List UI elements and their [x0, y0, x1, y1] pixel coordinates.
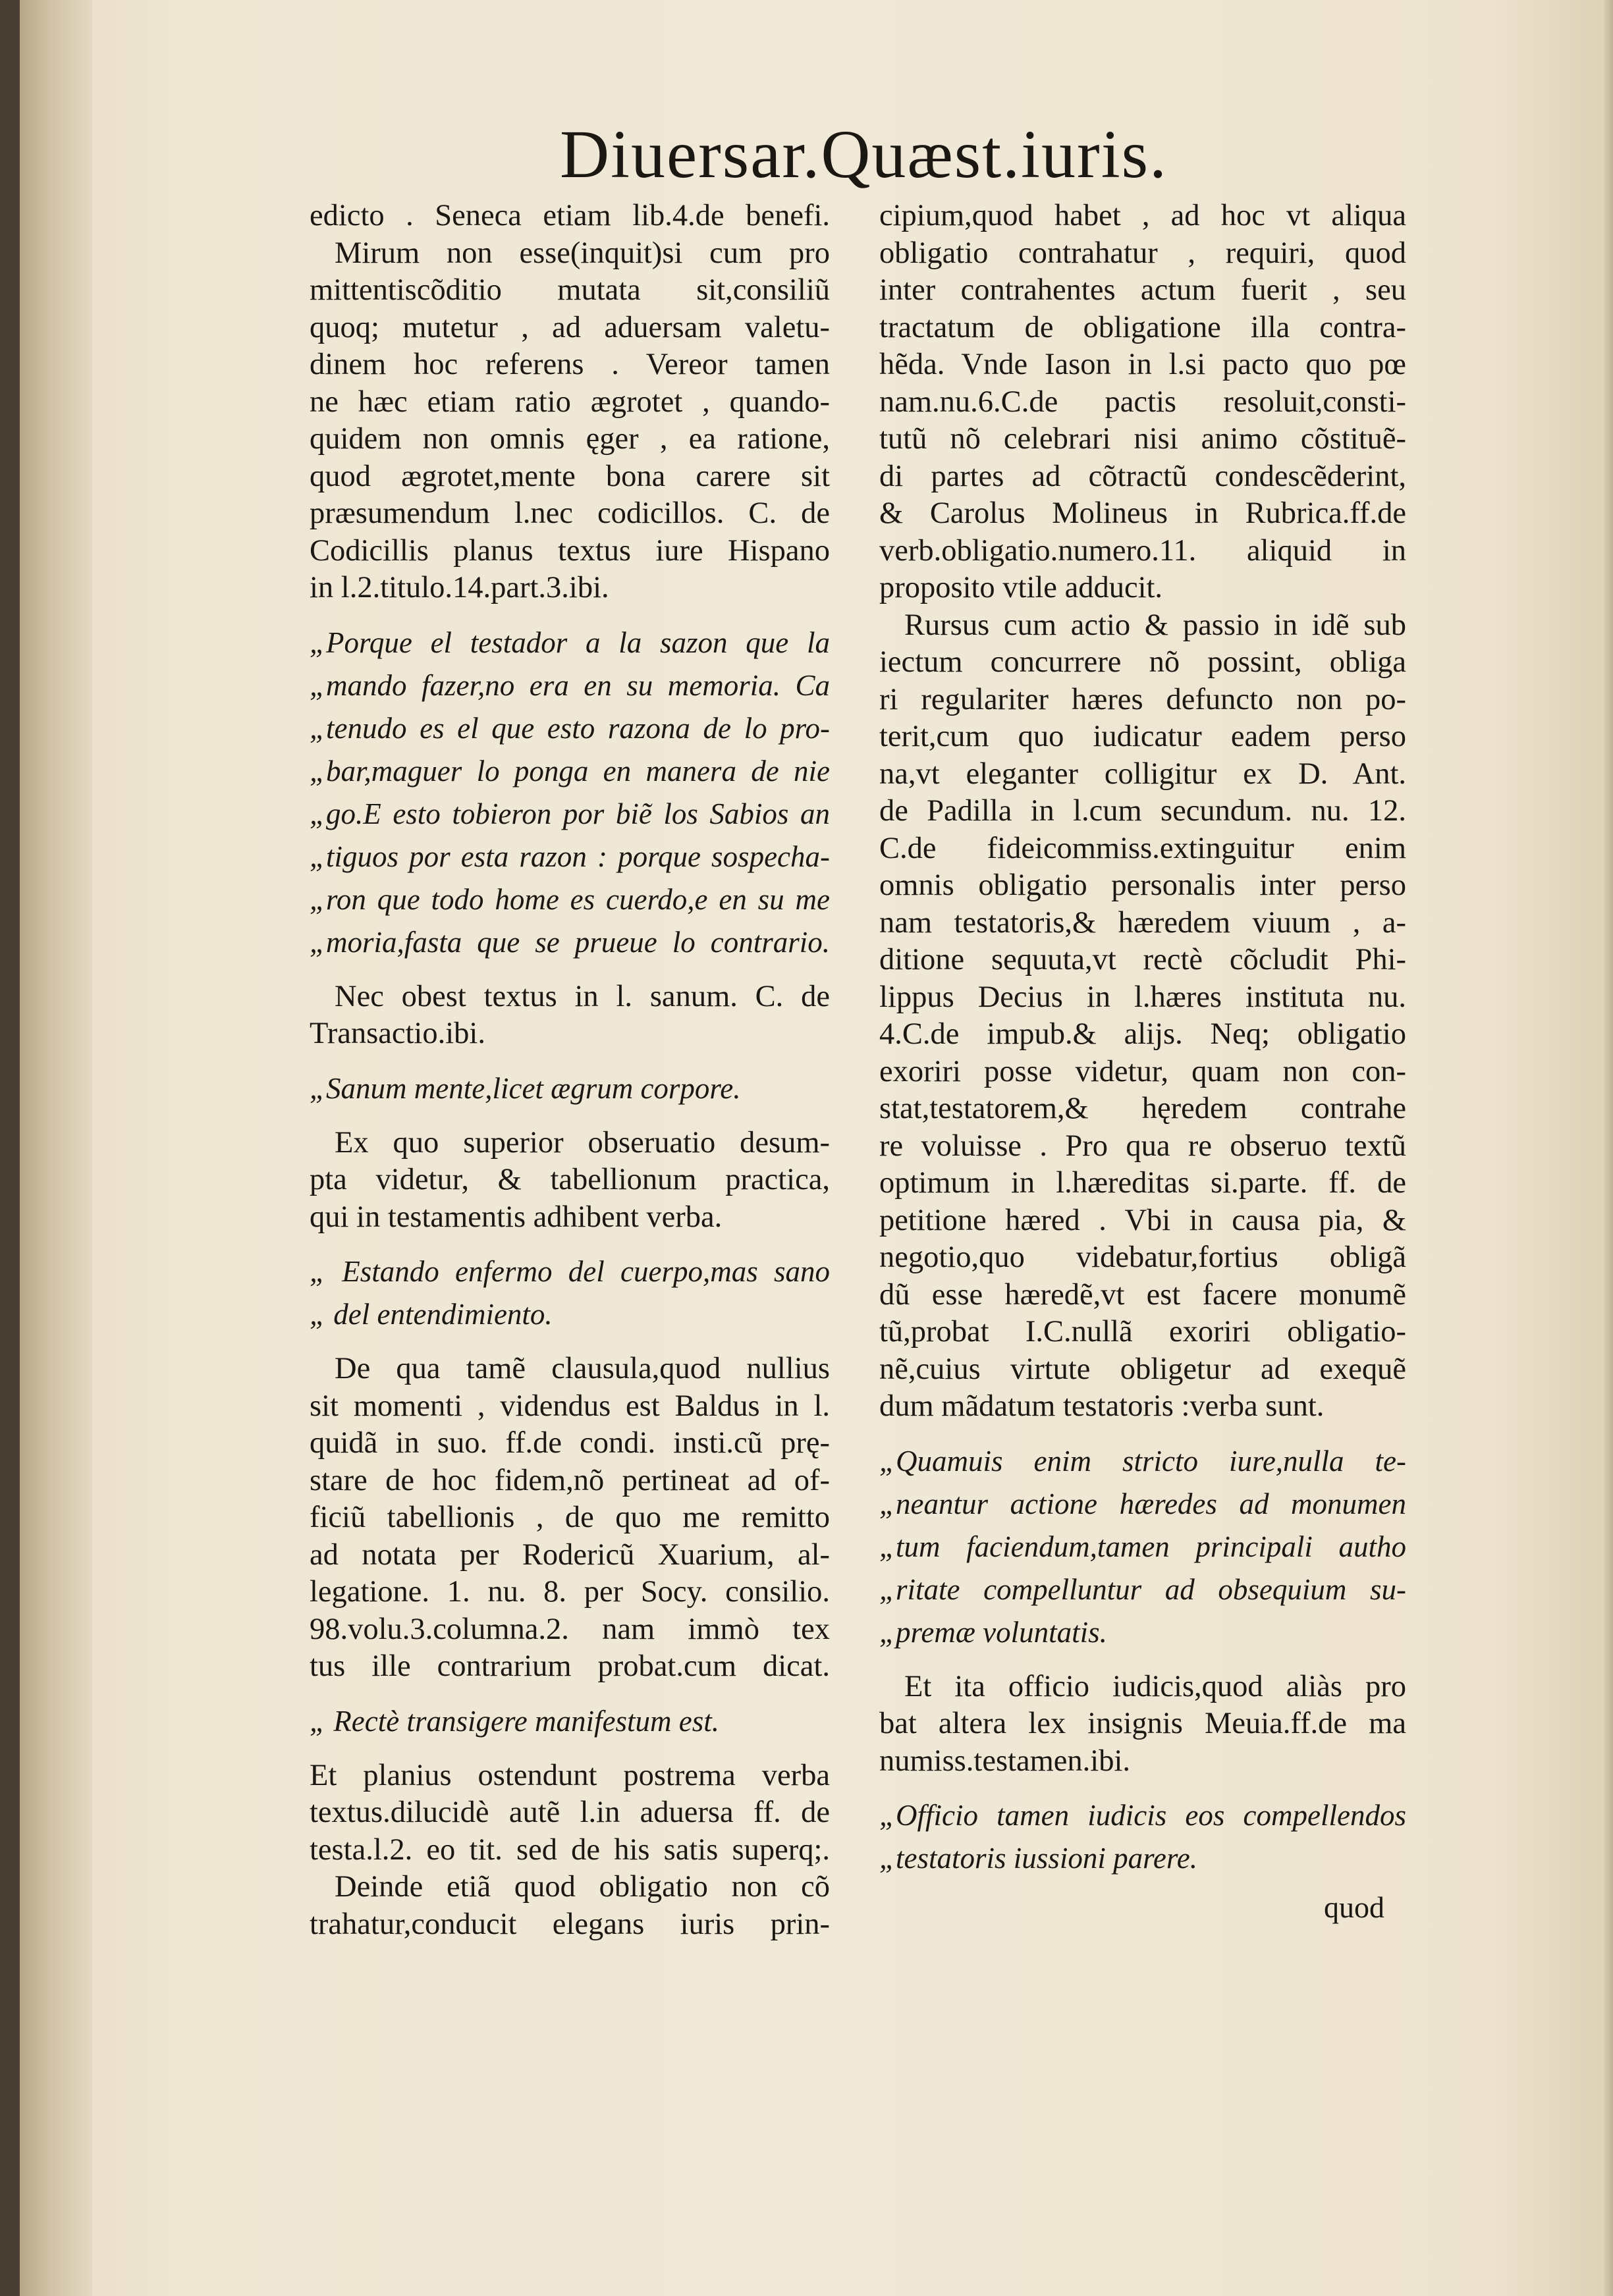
right-column-line: & Carolus Molineus in Rubrica.ff.de — [879, 496, 1406, 530]
right-column-line: terit,cum quo iudicatur eadem perso — [879, 720, 1406, 753]
page-edge — [1604, 0, 1613, 2296]
left-column-line: stare de hoc fidem,nõ pertineat ad of- — [310, 1463, 830, 1497]
left-column-line: „ Estando enfermo del cuerpo,mas sano — [310, 1255, 830, 1288]
right-column-line: tractatum de obligatione illa contra- — [879, 310, 1406, 344]
right-column-line: dũ esse hæredẽ,vt est facere monumẽ — [879, 1277, 1406, 1312]
left-column-line: edicto . Seneca etiam lib.4.de benefi. — [310, 199, 830, 232]
left-column-line: „moria,fasta que se prueue lo contrario. — [310, 925, 830, 959]
right-column-line: ditione sequuta,vt rectè cõcludit Phi- — [879, 943, 1406, 976]
right-column-line: exoriri posse videtur, quam non con- — [879, 1054, 1406, 1088]
right-column-line: numiss.testamen.ibi. — [879, 1744, 1131, 1778]
block-gap — [879, 1426, 1406, 1440]
right-column-line: tũ,probat I.C.nullã exoriri obligatio- — [879, 1315, 1406, 1348]
left-column-line: pta videtur, & tabellionum practica, — [310, 1163, 830, 1196]
left-column-line: Et planius ostendunt postrema verba — [310, 1758, 830, 1792]
right-column-line: bat altera lex insignis Meuia.ff.de ma — [879, 1707, 1406, 1740]
left-column-line: textus.dilucidè autẽ l.in aduersa ff. de — [310, 1796, 830, 1829]
right-text-column — [879, 198, 1406, 1880]
left-column-line: legatione. 1. nu. 8. per Socy. consilio. — [310, 1575, 830, 1609]
right-column-line: nẽ,cuius virtute obligetur ad exequẽ — [879, 1352, 1406, 1386]
catchword: quod — [1324, 1890, 1384, 1924]
block-gap — [310, 1686, 830, 1700]
right-column-line: dum mãdatum testatoris :verba sunt. — [879, 1389, 1325, 1423]
right-column-line: proposito vtile adducit. — [879, 571, 1163, 604]
right-column-line: nam.nu.6.C.de pactis resoluit,consti- — [879, 385, 1406, 419]
right-column-line: verb.obligatio.numero.11. aliquid in — [879, 533, 1406, 568]
right-column-line: „tum faciendum,tamen principali autho — [879, 1530, 1406, 1563]
right-column-line: ri regulariter hæres defuncto non po- — [879, 682, 1406, 716]
right-column-line: re voluisse . Pro qua re obseruo textũ — [879, 1129, 1406, 1163]
right-column-line: „premæ voluntatis. — [879, 1615, 1107, 1649]
left-column-line: qui in testamentis adhibent verba. — [310, 1200, 723, 1234]
block-gap — [879, 1780, 1406, 1794]
left-column-line: „ Rectè transigere manifestum est. — [310, 1704, 719, 1738]
block-gap — [310, 1053, 830, 1067]
left-column-line: Transactio.ibi. — [310, 1017, 485, 1050]
left-column-line: Codicillis planus textus iure Hispano — [310, 533, 830, 568]
left-column-line: „Sanum mente,licet ægrum corpore. — [310, 1071, 741, 1105]
left-column-line: quod ægrotet,mente bona carere sit — [310, 459, 830, 493]
right-column-line: petitione hæred . Vbi in causa pia, & — [879, 1203, 1406, 1237]
block-gap — [310, 1743, 830, 1757]
book-page — [20, 0, 1613, 2296]
left-column-line: tus ille contrarium probat.cum dicat. — [310, 1649, 830, 1683]
left-column-line: „ron que todo home es cuerdo,e en su me — [310, 882, 830, 916]
right-column-line: iectum concurrere nõ possint, obliga — [879, 645, 1406, 679]
block-gap — [879, 1654, 1406, 1669]
right-column-line: „neantur actione hæredes ad monumen — [879, 1487, 1406, 1520]
block-gap — [310, 607, 830, 622]
right-column-line: lippus Decius in l.hæres instituta nu. — [879, 980, 1406, 1014]
left-column-line: trahatur,conducit elegans iuris prin- — [310, 1907, 830, 1941]
left-column-line: quoq; mutetur , ad aduersam valetu- — [310, 310, 830, 344]
left-column-line: De qua tamẽ clausula,quod nullius — [335, 1352, 830, 1385]
left-column-line: „Porque el testador a la sazon que la — [310, 626, 830, 659]
left-column-line: ficiũ tabellionis , de quo me remitto — [310, 1501, 830, 1534]
right-column-line: inter contrahentes actum fuerit , seu — [879, 273, 1406, 307]
left-column-line: in l.2.titulo.14.part.3.ibi. — [310, 571, 609, 604]
left-column-line: quidem non omnis ęger , ea ratione, — [310, 422, 830, 456]
right-column-line: obligatio contrahatur , requiri, quod — [879, 236, 1406, 270]
left-column-line: „go.E esto tobieron por biẽ los Sabios an — [310, 797, 830, 830]
left-column-line: dinem hoc referens . Vereor tamen — [310, 348, 830, 381]
left-column-line: mittentiscõditio mutata sit,consiliũ — [310, 273, 830, 307]
right-column-line: nam testatoris,& hæredem viuum , a- — [879, 905, 1406, 940]
left-column-line: „tiguos por esta razon : porque sospecha- — [310, 840, 830, 873]
right-column-line: negotio,quo videbatur,fortius obligã — [879, 1241, 1406, 1274]
right-column-line: optimum in l.hæreditas si.parte. ff. de — [879, 1166, 1406, 1200]
left-column-line: sit momenti , videndus est Baldus in l. — [310, 1389, 830, 1423]
right-column-line: „Officio tamen iudicis eos compellendos — [879, 1799, 1406, 1832]
left-column-line: Deinde etiã quod obligatio non cõ — [335, 1870, 830, 1904]
right-column-line: stat,testatorem,& hęredem contrahe — [879, 1092, 1406, 1125]
left-column-line: testa.l.2. eo tit. sed de his satis superq;. — [310, 1832, 830, 1867]
block-gap — [310, 964, 830, 978]
left-column-line: 98.volu.3.columna.2. nam immò tex — [310, 1612, 830, 1646]
left-text-column — [310, 198, 830, 1943]
left-column-line: Ex quo superior obseruatio desum- — [335, 1125, 830, 1160]
left-column-line: „mando fazer,no era en su memoria. Ca — [310, 668, 830, 702]
page-spine — [20, 0, 92, 2296]
left-column-line: Nec obest textus in l. sanum. C. de — [335, 979, 830, 1013]
right-column-line: di partes ad cõtractũ condescẽderint, — [879, 459, 1406, 493]
right-column-line: „testatoris iussioni parere. — [879, 1842, 1197, 1875]
block-gap — [310, 1110, 830, 1125]
block-gap — [310, 1336, 830, 1350]
left-column-line: ad notata per Rodericũ Xuarium, al- — [310, 1537, 830, 1572]
right-column-line: C.de fideicommiss.extinguitur enim — [879, 831, 1406, 865]
right-column-line: na,vt eleganter colligitur ex D. Ant. — [879, 757, 1406, 791]
left-column-line: quidã in suo. ff.de condi. insti.cũ prę- — [310, 1426, 830, 1460]
left-column-line: „bar,maguer lo ponga en manera de nie — [310, 754, 830, 788]
right-column-line: Rursus cum actio & passio in idẽ sub — [904, 608, 1406, 642]
right-column-line: „Quamuis enim stricto iure,nulla te- — [879, 1444, 1406, 1478]
left-column-line: Mirum non esse(inquit)si cum pro — [335, 236, 830, 270]
left-column-line: „ del entendimiento. — [310, 1298, 553, 1331]
right-column-line: 4.C.de impub.& alijs. Neq; obligatio — [879, 1017, 1406, 1051]
right-column-line: „ritate compelluntur ad obsequium su- — [879, 1572, 1406, 1606]
left-column-line: „tenudo es el que esto razona de lo pro- — [310, 711, 830, 745]
right-column-line: omnis obligatio personalis inter perso — [879, 868, 1406, 902]
right-column-line: tutũ nõ celebrari nisi animo cõstituẽ- — [879, 422, 1406, 456]
block-gap — [310, 1236, 830, 1250]
left-column-line: præsumendum l.nec codicillos. C. de — [310, 496, 830, 530]
right-column-line: de Padilla in l.cum secundum. nu. 12. — [879, 794, 1406, 828]
right-column-line: hẽda. Vnde Iason in l.si pacto quo pœ — [879, 348, 1406, 381]
right-column-line: cipium,quod habet , ad hoc vt aliqua — [879, 199, 1406, 232]
running-title: Diuersar.Quæst.iuris. — [560, 117, 1168, 192]
left-column-line: ne hæc etiam ratio ægrotet , quando- — [310, 385, 830, 419]
right-column-line: Et ita officio iudicis,quod aliàs pro — [904, 1669, 1406, 1703]
